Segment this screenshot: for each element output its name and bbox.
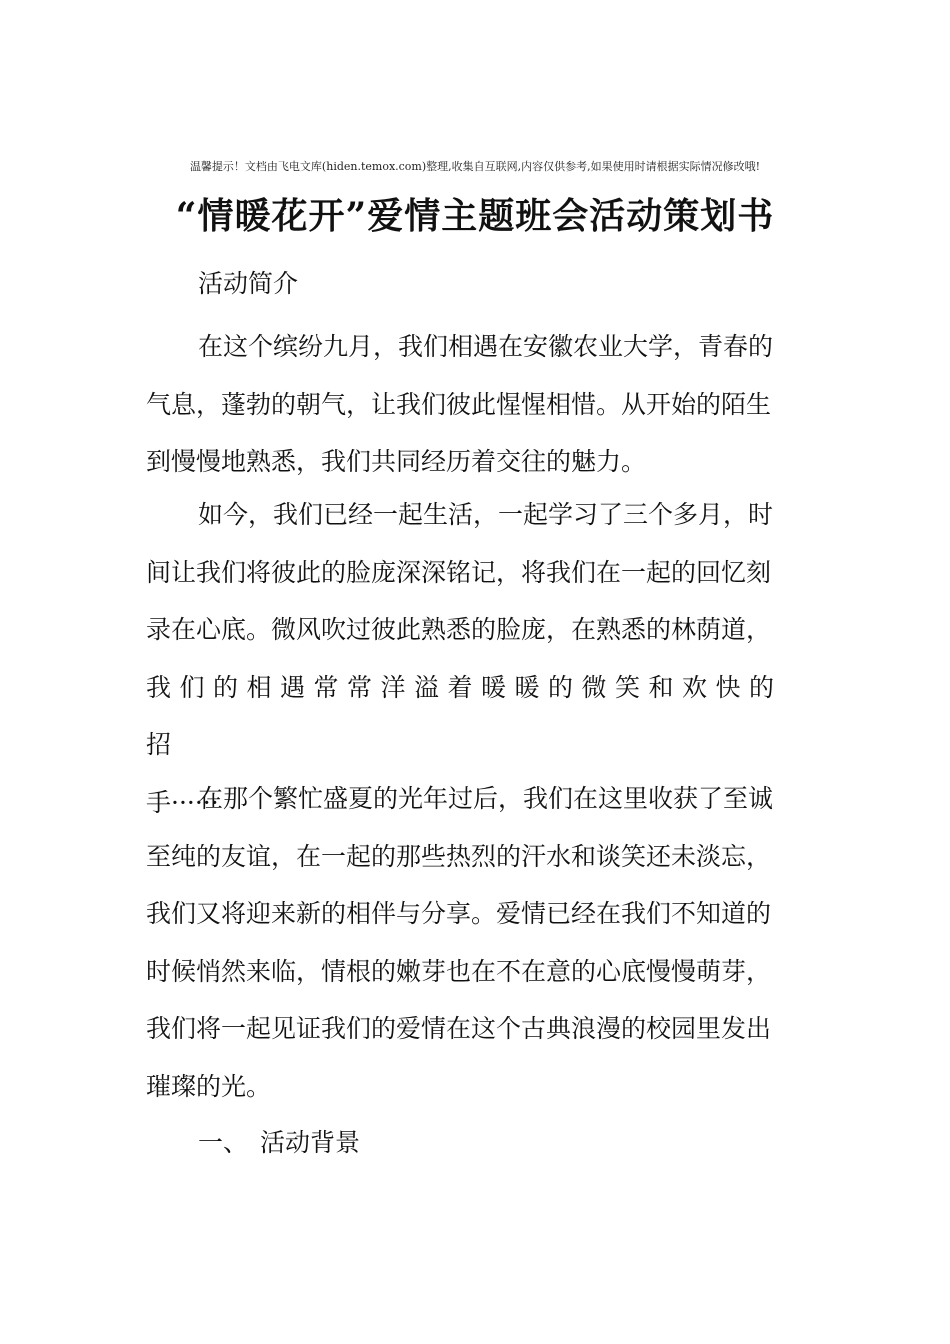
paragraph-1: [146, 318, 806, 491]
intro-heading: 活动简介: [198, 269, 299, 298]
section-number: 一、: [198, 1128, 249, 1157]
paragraph-3: [146, 770, 806, 1115]
paragraph-line: 气息，蓬勃的朝气，让我们彼此惺惺相惜。从开始的陌生: [146, 389, 772, 419]
paragraph-line: 我们将一起见证我们的爱情在这个古典浪漫的校园里发出: [146, 1014, 772, 1043]
section-heading-background: [198, 1123, 360, 1163]
paragraph-line: 至纯的友谊，在一起的那些热烈的汗水和谈笑还未淡忘，: [146, 841, 772, 871]
header-notice: 温馨提示！文档由飞电文库(hiden.temox.com)整理,收集自互联网,内容仅供参考,如果使用时请根据实际情况修改哦!: [189, 160, 761, 173]
paragraph-line: 在那个繁忙盛夏的光年过后，我们在这里收获了至诚: [198, 784, 774, 813]
paragraph-line: 到慢慢地熟悉，我们共同经历着交往的魅力。: [146, 447, 647, 476]
paragraph-line: 如今，我们已经一起生活，一起学习了三个多月，时: [198, 500, 774, 529]
paragraph-line: 我们又将迎来新的相伴与分享。爱情已经在我们不知道的: [146, 899, 772, 928]
document-title: “情暖花开”爱情主题班会活动策划书: [175, 195, 775, 237]
paragraph-line: 间让我们将彼此的脸庞深深铭记，将我们在一起的回忆刻: [146, 557, 772, 587]
paragraph-line: 在这个缤纷九月，我们相遇在安徽农业大学，青春的: [198, 332, 774, 361]
paragraph-line: 璀璨的光。: [146, 1071, 272, 1101]
paragraph-line: 录在心底。微风吹过彼此熟悉的脸庞，在熟悉的林荫道，: [146, 615, 772, 644]
paragraph-line: 手······: [146, 787, 219, 817]
section-title: 活动背景: [260, 1128, 361, 1157]
paragraph-line: 时候悄然来临，情根的嫩芽也在不在意的心底慢慢萌芽，: [146, 956, 772, 986]
paragraph-line: 我们的相遇常常洋溢着暖暖的微笑和欢快的招: [146, 672, 783, 759]
